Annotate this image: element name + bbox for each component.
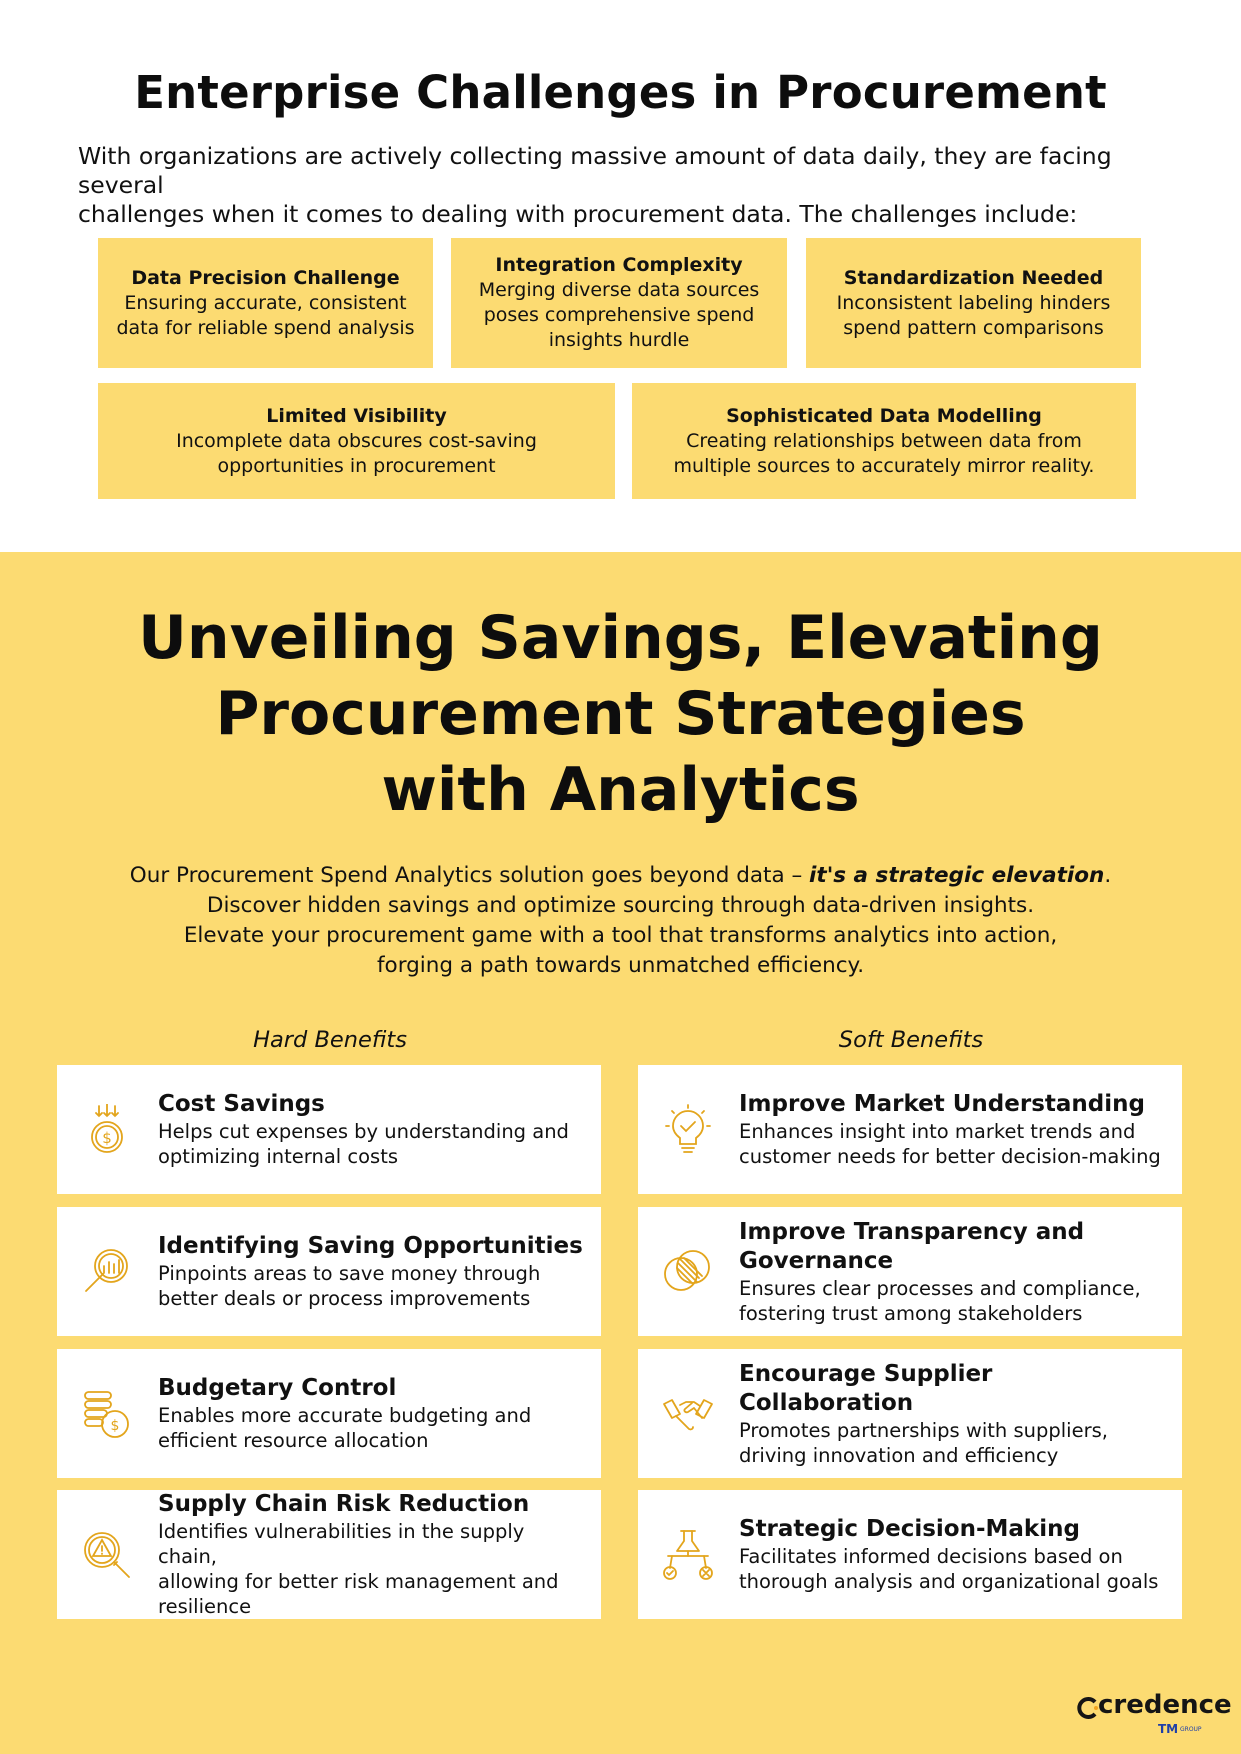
logo-wordmark: credence — [1098, 1690, 1232, 1720]
benefit-card-transparency: Improve Transparency and Governance Ensures clear processes and compliance, fostering trust among stakeholders — [638, 1207, 1182, 1336]
svg-text:$: $ — [102, 1129, 112, 1147]
benefit-card-cost-savings: $ Cost Savings Helps cut expenses by understanding and optimizing internal costs — [57, 1065, 601, 1194]
benefit-card-budgetary-control: $ Budgetary Control Enables more accurate budgeting and efficient resource allocation — [57, 1349, 601, 1478]
benefit-card-supplier-collaboration: Encourage Supplier Collaboration Promotes partnerships with suppliers, driving innovation and efficiency — [638, 1349, 1182, 1478]
challenge-standardization: Standardization Needed Inconsistent labeling hinders spend pattern comparisons — [806, 238, 1141, 368]
logo-sub-group: GROUP — [1180, 1726, 1202, 1733]
credence-c-icon — [1076, 1696, 1100, 1720]
challenge-data-modelling: Sophisticated Data Modelling Creating relationships between data from multiple sources to accurately mirror reality. — [632, 383, 1136, 499]
handshake-icon — [662, 1388, 714, 1440]
benefit-card-strategic-decisions: Strategic Decision-Making Facilitates informed decisions based on thorough analysis and organizational goals — [638, 1490, 1182, 1619]
dollar-coin-down-icon — [81, 1104, 133, 1156]
balance-scale-icon — [662, 1529, 714, 1581]
challenge-limited-visibility: Limited Visibility Incomplete data obscures cost-saving opportunities in procurement — [98, 383, 615, 499]
svg-text:$: $ — [110, 1418, 120, 1434]
logo-sub: TM — [1158, 1722, 1179, 1736]
page-title: Enterprise Challenges in Procurement — [134, 66, 1107, 119]
magnifier-warning-icon — [81, 1529, 133, 1581]
benefit-card-market-understanding: Improve Market Understanding Enhances insight into market trends and customer needs for better decision-making — [638, 1065, 1182, 1194]
magnifier-chart-icon — [81, 1246, 133, 1298]
hero-title: Unveiling Savings, Elevating Procurement Strategies with Analytics — [138, 603, 1103, 825]
coin-stack-icon — [81, 1388, 133, 1440]
benefit-card-risk-reduction: Supply Chain Risk Reduction Identifies vulnerabilities in the supply chain, allowing for better risk management and resilience — [57, 1490, 601, 1619]
challenge-integration-complexity: Integration Complexity Merging diverse data sources poses comprehensive spend insights hurdle — [451, 238, 787, 368]
hero-lead: Our Procurement Spend Analytics solution goes beyond data – it's a strategic elevation. Discover hidden savings and optimize sourcing through data-driven insights. Elevate your procurement game with a tool that transforms analytics into action, forging a path towards unmatched efficiency. — [129, 863, 1112, 978]
overlapping-circles-icon — [662, 1246, 714, 1298]
soft-benefits-heading: Soft Benefits — [838, 1027, 984, 1053]
hard-benefits-heading: Hard Benefits — [253, 1027, 407, 1053]
lightbulb-check-icon — [662, 1104, 714, 1156]
benefit-card-saving-opportunities: Identifying Saving Opportunities Pinpoints areas to save money through better deals or process improvements — [57, 1207, 601, 1336]
challenge-data-precision: Data Precision Challenge Ensuring accurate, consistent data for reliable spend analysis — [98, 238, 433, 368]
credence-logo — [1076, 1690, 1232, 1736]
intro-text: With organizations are actively collecting massive amount of data daily, they are facing several challenges when it comes to dealing with procurement data. The challenges include: — [78, 142, 1112, 228]
